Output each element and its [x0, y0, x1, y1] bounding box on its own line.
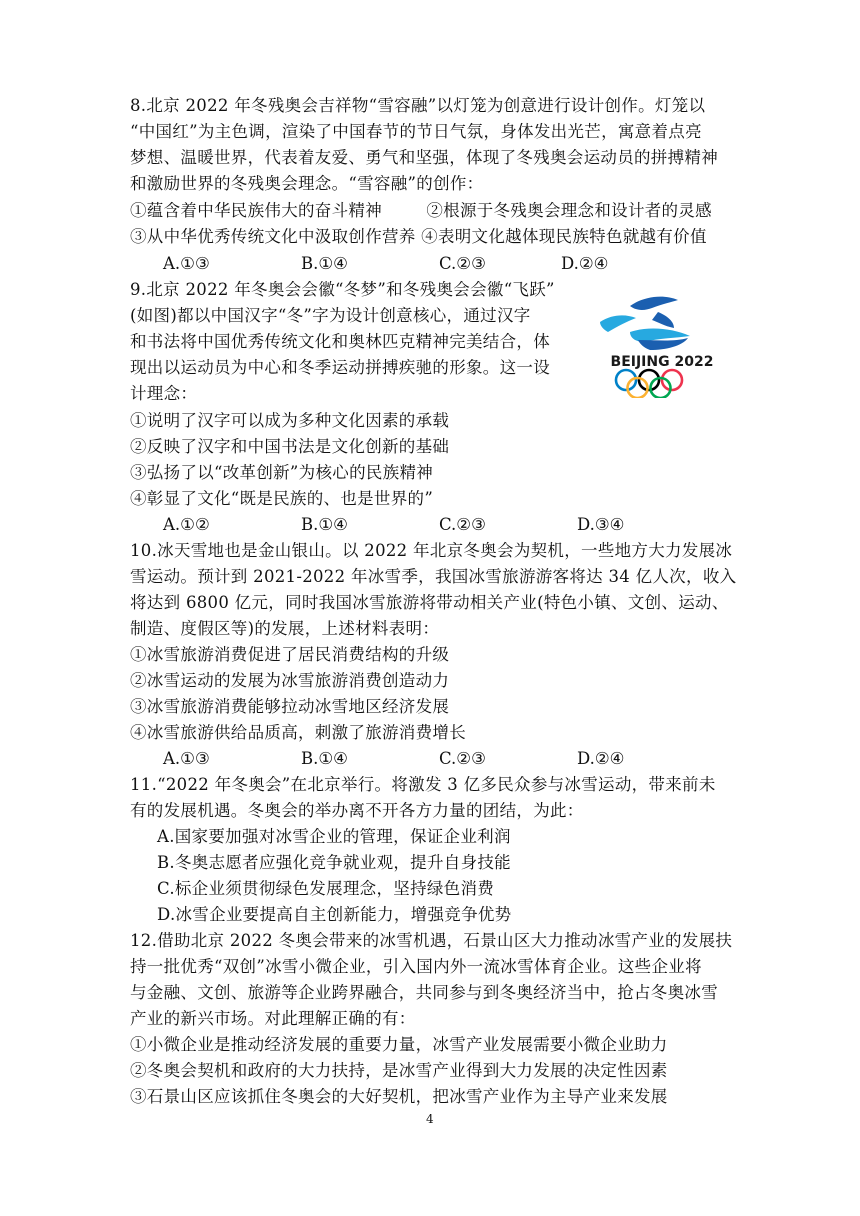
q9-statement-line: ②反映了汉字和中国书法是文化创新的基础: [130, 437, 450, 456]
q8-stem-line: “中国红”为主色调，渲染了中国春节的节日气氛，身体发出光芒，寓意着点亮: [130, 122, 702, 141]
q9-statement-line: ③弘扬了以“改革创新”为核心的民族精神: [130, 463, 434, 482]
q12-stem-line: 持一批优秀“双创”冰雪小微企业，引入国内外一流冰雪体育企业。这些企业将: [130, 957, 702, 976]
q8-statement-line: ③从中华优秀传统文化中汲取创作营养 ④表明文化越体现民族特色就越有价值: [130, 227, 707, 246]
q10-stem-line: 雪运动。预计到 2021-2022 年冰雪季，我国冰雪旅游游客将达 34 亿人次，收入: [130, 567, 737, 586]
q11-choice-a: A.国家要加强对冰雪企业的管理，保证企业利润: [157, 827, 511, 846]
option-b: B.①④: [301, 515, 348, 534]
option-a: A.①②: [163, 515, 210, 534]
option-c: C.②③: [439, 749, 486, 768]
q9-stem-line: 和书法将中国优秀传统文化和奥林匹克精神完美结合，体: [130, 332, 550, 351]
option-c: C.②③: [439, 254, 486, 273]
q11-stem-line: 11.“2022 年冬奥会”在北京举行。将激发 3 亿多民众参与冰雪运动，带来前未: [130, 775, 716, 794]
q10-stem-line: 制造、度假区等)的发展，上述材料表明：: [130, 619, 440, 638]
q12-stem-line: 与金融、文创、旅游等企业跨界融合，共同参与到冬奥经济当中，抢占冬奥冰雪: [130, 983, 718, 1002]
q10-stem-line: 将达到 6800 亿元，同时我国冰雪旅游将带动相关产业(特色小镇、文创、运动、: [130, 593, 729, 612]
q12-statement-line: ③石景山区应该抓住冬奥会的大好契机，把冰雪产业作为主导产业来发展: [130, 1087, 668, 1106]
q12-stem-line: 12.借助北京 2022 冬奥会带来的冰雪机遇，石景山区大力推动冰雪产业的发展扶: [130, 931, 733, 950]
q11-choice-b: B.冬奥志愿者应强化竞争就业观，提升自身技能: [157, 853, 511, 872]
q11-stem-line: 有的发展机遇。冬奥会的举办离不开各方力量的团结，为此：: [130, 801, 584, 820]
q10-statement-line: ④冰雪旅游供给品质高，刺激了旅游消费增长: [130, 723, 466, 742]
q9-stem-line: (如图)都以中国汉字“冬”字为设计创意核心，通过汉字: [130, 306, 531, 325]
option-d: D.②④: [561, 254, 609, 273]
page-number: 4: [426, 1112, 434, 1126]
option-d: D.③④: [577, 515, 625, 534]
option-b: B.①④: [301, 254, 348, 273]
q12-statement-line: ①小微企业是推动经济发展的重要力量，冰雪产业发展需要小微企业助力: [130, 1035, 668, 1054]
option-d: D.②④: [577, 749, 625, 768]
option-b: B.①④: [301, 749, 348, 768]
q12-statement-line: ②冬奥会契机和政府的大力扶持，是冰雪产业得到大力发展的决定性因素: [130, 1061, 668, 1080]
emblem-text: BEIJING 2022: [610, 354, 714, 370]
q10-statement-line: ②冰雪运动的发展为冰雪旅游消费创造动力: [130, 671, 450, 690]
q11-choice-d: D.冰雪企业要提高自主创新能力，增强竞争优势: [157, 905, 512, 924]
q8-stem-line: 8.北京 2022 年冬残奥会吉祥物“雪容融”以灯笼为创意进行设计创作。灯笼以: [130, 96, 706, 115]
option-a: A.①③: [163, 254, 210, 273]
option-c: C.②③: [439, 515, 486, 534]
q10-statement-line: ③冰雪旅游消费能够拉动冰雪地区经济发展: [130, 697, 450, 716]
q9-stem-line: 计理念：: [130, 384, 198, 403]
q8-statement-line: ①蕴含着中华民族伟大的奋斗精神 ②根源于冬残奥会理念和设计者的灵感: [130, 201, 712, 220]
q9-statement-line: ④彰显了文化“既是民族的、也是世界的”: [130, 489, 434, 508]
q9-stem-line: 9.北京 2022 年冬奥会会徽“冬梦”和冬残奥会会徽“飞跃”: [130, 280, 555, 299]
beijing-2022-emblem-icon: [578, 292, 744, 398]
q11-choice-c: C.标企业须贯彻绿色发展理念，坚持绿色消费: [157, 879, 495, 898]
q8-stem-line: 和激励世界的冬残奥会理念。“雪容融”的创作：: [130, 174, 484, 193]
q9-stem-line: 现出以运动员为中心和冬季运动拼搏疾驰的形象。这一设: [130, 358, 550, 377]
option-a: A.①③: [163, 749, 210, 768]
q10-statement-line: ①冰雪旅游消费促进了居民消费结构的升级: [130, 645, 450, 664]
q9-statement-line: ①说明了汉字可以成为多种文化因素的承载: [130, 411, 450, 430]
q10-stem-line: 10.冰天雪地也是金山银山。以 2022 年北京冬奥会为契机，一些地方大力发展冰: [130, 541, 733, 560]
q12-stem-line: 产业的新兴市场。对此理解正确的有：: [130, 1009, 416, 1028]
q8-stem-line: 梦想、温暖世界，代表着友爱、勇气和坚强，体现了冬残奥会运动员的拼搏精神: [130, 148, 718, 167]
